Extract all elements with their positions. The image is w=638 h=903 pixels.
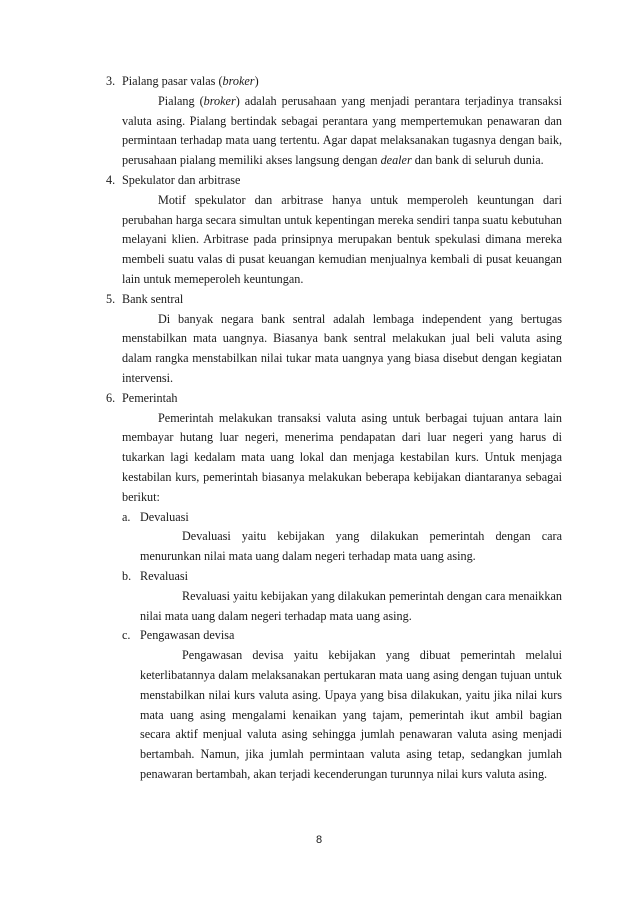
subsection-title: Pengawasan devisa	[140, 628, 235, 643]
section-bank-sentral	[106, 290, 562, 389]
section-title: Pemerintah	[122, 390, 178, 405]
subsection-body: Devaluasi yaitu kebijakan yang dilakukan pemerintah dengan cara menurunkan nilai mata uang dalam negeri terhadap mata uang asing.	[140, 529, 562, 564]
section-body: Pialang (broker) adalah perusahaan yang menjadi perantara terjadinya transaksi valuta asing. Pialang bertindak sebagai perantara yang mempertemukan penawaran dan permintaan terhadap mata uang tertentu. Agar dapat melaksanakan tugasnya dengan baik, perusahaan pialang memiliki akses langsung dengan dealer dan bank di seluruh dunia.	[122, 93, 562, 168]
section-title: Bank sentral	[122, 291, 184, 306]
section-pialang	[106, 72, 562, 171]
subsection-heading	[122, 626, 562, 646]
subsection-devaluasi	[122, 508, 562, 567]
section-number: 4.	[106, 172, 116, 187]
subsection-body: Revaluasi yaitu kebijakan yang dilakukan pemerintah dengan cara menaikkan nilai mata uang dalam negeri terhadap mata uang asing.	[140, 588, 562, 623]
section-pemerintah	[106, 389, 562, 785]
section-heading	[106, 290, 562, 310]
subsection-body: Pengawasan devisa yaitu kebijakan yang dibuat pemerintah melalui keterlibatannya dalam melaksanakan pertukaran mata uang asing dengan tujuan untuk menstabilkan nilai kurs valuta asing. Upaya yang bisa dilakukan, yaitu jika nilai kurs mata uang asing mengalami kenaikan yang tajam, pemerintah ikut ambil bagian secara aktif menjual valuta asing sehingga jumlah penawaran valuta asing menjadi bertambah. Namun, jika jumlah permintaan valuta asing tetap, sedangkan jumlah penawaran bertambah, akan terjadi kecenderungan turunnya nilai kurs valuta asing.	[140, 648, 562, 781]
subsection-letter: a.	[122, 509, 131, 524]
section-number: 5.	[106, 291, 116, 306]
section-number: 6.	[106, 390, 116, 405]
subsection-revaluasi	[122, 567, 562, 626]
page-content	[106, 72, 562, 785]
section-heading	[106, 389, 562, 409]
section-spekulator	[106, 171, 562, 290]
section-title: Pialang pasar valas (broker)	[122, 74, 259, 88]
subsection-title: Devaluasi	[140, 509, 189, 524]
section-number: 3.	[106, 74, 116, 88]
subsection-letter: b.	[122, 568, 132, 583]
section-body: Motif spekulator dan arbitrase hanya untuk memperoleh keuntungan dari perubahan harga secara simultan untuk kepentingan mereka sendiri tanpa suatu kebutuhan melayani klien. Arbitrase pada prinsipnya merupakan bentuk spekulasi dimana mereka membeli suatu valas di pusat keuangan kemudian menjualnya kembali di pusat keuangan lain untuk memeperoleh keuntungan.	[122, 192, 562, 286]
subsection-heading	[122, 508, 562, 528]
subsection-heading	[122, 567, 562, 587]
subsection-title: Revaluasi	[140, 568, 189, 583]
section-body: Pemerintah melakukan transaksi valuta asing untuk berbagai tujuan antara lain membayar hutang luar negeri, menerima pendapatan dari luar negeri yang harus di tukarkan lagi kedalam mata uang lokal dan menjaga kestabilan kurs. Untuk menjaga kestabilan kurs, pemerintah biasanya melakukan beberapa kebijakan diantaranya sebagai berikut:	[122, 410, 562, 504]
section-heading	[106, 72, 562, 92]
subsection-pengawasan-devisa	[122, 626, 562, 784]
section-title: Spekulator dan arbitrase	[122, 172, 241, 187]
section-heading	[106, 171, 562, 191]
section-body: Di banyak negara bank sentral adalah lembaga independent yang bertugas menstabilkan mata uangnya. Biasanya bank sentral melakukan jual beli valuta asing dalam rangka menstabilkan nilai tukar mata uangnya yang biasa disebut dengan kegiatan intervensi.	[122, 311, 562, 385]
page-number: 8	[315, 834, 323, 846]
subsection-letter: c.	[122, 628, 131, 643]
